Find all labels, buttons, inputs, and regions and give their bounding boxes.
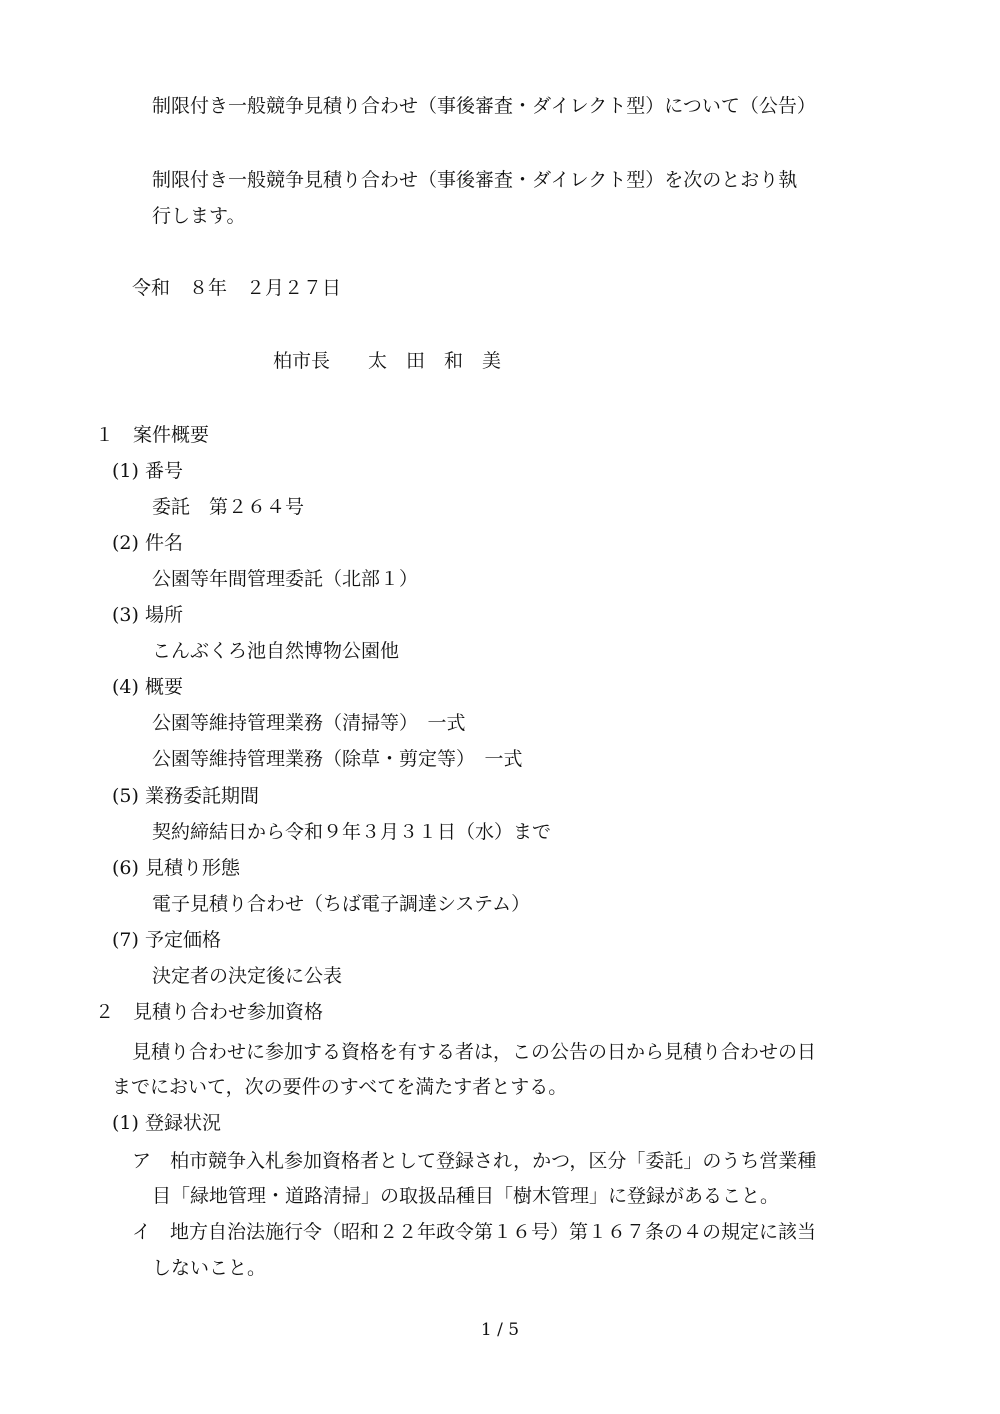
clause-a-line-2: 目「緑地管理・道路清掃」の取扱品種目「樹木管理」に登録があること。 <box>152 1185 780 1207</box>
item-1-label: (1) 番号 <box>112 460 183 482</box>
section-2-para-line-1: 見積り合わせに参加する資格を有する者は，この公告の日から見積り合わせの日 <box>132 1041 817 1063</box>
item-3-label: (3) 場所 <box>112 604 183 626</box>
item-5-value: 契約締結日から令和９年３月３１日（水）まで <box>152 821 552 843</box>
clause-a-line-1: ア 柏市競争入札参加資格者として登録され，かつ，区分「委託」のうち営業種 <box>132 1150 817 1172</box>
item-4-value-1: 公園等維持管理業務（清掃等） 一式 <box>152 712 466 734</box>
clause-i-line-2: しないこと。 <box>152 1257 267 1279</box>
item-3-value: こんぶくろ池自然博物公園他 <box>152 640 400 662</box>
section-2-para-line-2: までにおいて，次の要件のすべてを満たす者とする。 <box>112 1076 568 1098</box>
item-2-value: 公園等年間管理委託（北部１） <box>152 568 419 590</box>
issuer-name: 柏市長 太 田 和 美 <box>273 350 502 372</box>
section-1-heading: １ 案件概要 <box>95 424 210 446</box>
item-7-label: (7) 予定価格 <box>112 929 221 951</box>
clause-i-line-1: イ 地方自治法施行令（昭和２２年政令第１６号）第１６７条の４の規定に該当 <box>132 1221 817 1243</box>
page-number: 1 / 5 <box>480 1320 520 1340</box>
item-4-label: (4) 概要 <box>112 676 183 698</box>
item-7-value: 決定者の決定後に公表 <box>152 965 343 987</box>
sub-1-label: (1) 登録状況 <box>112 1112 221 1134</box>
item-4-value-2: 公園等維持管理業務（除草・剪定等） 一式 <box>152 748 523 770</box>
item-6-label: (6) 見積り形態 <box>112 857 240 879</box>
notice-title: 制限付き一般競争見積り合わせ（事後審査・ダイレクト型）について（公告） <box>152 95 816 117</box>
item-6-value: 電子見積り合わせ（ちば電子調達システム） <box>152 893 531 915</box>
intro-line-2: 行します。 <box>152 205 246 227</box>
item-1-value: 委託 第２６４号 <box>152 496 305 518</box>
item-2-label: (2) 件名 <box>112 532 183 554</box>
section-2-heading: ２ 見積り合わせ参加資格 <box>95 1001 324 1023</box>
notice-date: 令和 ８年 ２月２７日 <box>132 277 342 299</box>
item-5-label: (5) 業務委託期間 <box>112 785 259 807</box>
intro-line-1: 制限付き一般競争見積り合わせ（事後審査・ダイレクト型）を次のとおり執 <box>152 169 798 191</box>
